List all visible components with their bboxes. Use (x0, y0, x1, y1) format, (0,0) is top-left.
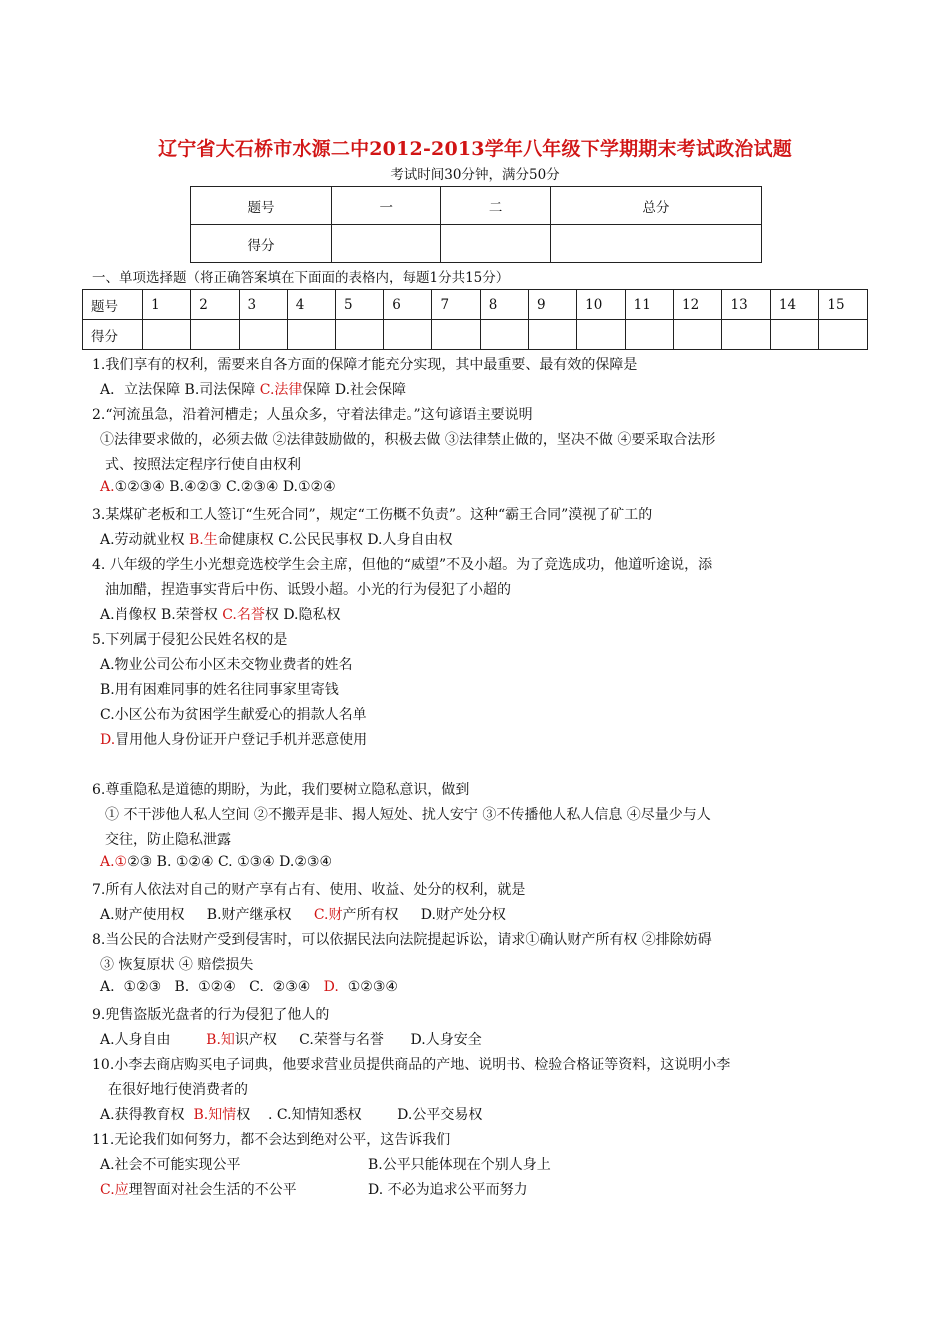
section-heading: 一、单项选择题（将正确答案填在下面面的表格内，每题1分共15分） (92, 270, 510, 286)
question-10-line: 在很好地行使消费者的 (108, 1082, 248, 1098)
question-9-options (100, 1029, 482, 1049)
answer-number: 13 (722, 290, 770, 320)
question-11-option-d: D. 不必为追求公平而努力 (368, 1182, 528, 1198)
option-text: A．立法保障 B.司法保障 (100, 382, 260, 398)
answer-cell[interactable] (287, 320, 335, 350)
option-text: 识产权 C.荣誉与名誉 D.人身安全 (234, 1032, 482, 1048)
answer-number: 8 (480, 290, 528, 320)
answer-mark: B.生 (189, 532, 218, 548)
answer-mark: D. (100, 732, 116, 748)
score-header-cell: 二 (441, 187, 550, 225)
option-text: ①②③④ (338, 979, 398, 995)
answer-mark: C.应 (100, 1182, 129, 1198)
question-2-options (100, 479, 336, 495)
answer-mark: C.法律 (259, 382, 303, 398)
score-cell[interactable] (550, 225, 761, 263)
question-4: 4. 八年级的学生小光想竞选校学生会主席，但他的“威望”不及小超。为了竞选成功，他道听途说，添 (92, 557, 713, 573)
answer-header-label: 题号 (83, 290, 143, 320)
answer-number: 1 (143, 290, 191, 320)
answer-number: 14 (770, 290, 818, 320)
option-text: A.财产使用权 B.财产继承权 (100, 907, 314, 923)
option-text: 理智面对社会生活的不公平 (128, 1182, 297, 1198)
option-text: A.劳动就业权 (100, 532, 190, 548)
score-table (190, 186, 762, 263)
question-11-option-c (100, 1179, 297, 1199)
option-text: 产所有权 D.财产处分权 (342, 907, 506, 923)
question-4-line: 油加醋，捏造事实背后中伤、诋毁小超。小光的行为侵犯了小超的 (105, 582, 511, 598)
table-row (83, 320, 868, 350)
question-7-options (100, 904, 506, 924)
question-5-option-c: C.小区公布为贫困学生献爱心的捐款人名单 (100, 707, 367, 723)
answer-number: 9 (528, 290, 576, 320)
question-6-options (100, 854, 332, 870)
answer-mark: A. (100, 479, 115, 495)
question-2-line: 式、按照法定程序行使自由权利 (105, 457, 301, 473)
answer-number: 3 (239, 290, 287, 320)
answer-cell[interactable] (674, 320, 722, 350)
question-4-options (100, 604, 341, 624)
option-text: A. ①②③ B. ①②④ C. ②③④ (100, 979, 324, 995)
option-text: 命健康权 C.公民民事权 D.人身自由权 (217, 532, 453, 548)
question-8: 8.当公民的合法财产受到侵害时，可以依据民法向法院提起诉讼，请求①确认财产所有权 ②排除妨碍 (92, 932, 712, 948)
option-text: 权 . C.知情知悉权 D.公平交易权 (236, 1107, 483, 1123)
score-row-label: 得分 (191, 225, 332, 263)
table-row (191, 225, 762, 263)
question-5-option-d (100, 729, 367, 749)
answer-cell[interactable] (432, 320, 480, 350)
answer-cell[interactable] (577, 320, 625, 350)
page-title: 辽宁省大石桥市水源二中2012-2013学年八年级下学期期末考试政治试题 (158, 138, 792, 160)
option-text: A.获得教育权 (100, 1107, 194, 1123)
question-7: 7.所有人依法对自己的财产享有占有、使用、收益、处分的权利，就是 (92, 882, 526, 898)
answer-number: 15 (819, 290, 868, 320)
answer-number: 6 (384, 290, 432, 320)
option-text: ②③ B. ①②④ C. ①③④ D.②③④ (127, 854, 333, 870)
question-8-line: ③ 恢复原状 ④ 赔偿损失 (100, 957, 254, 973)
question-3: 3.某煤矿老板和工人签订“生死合同”，规定“工伤概不负责”。这种“霸王合同”漠视了矿工的 (92, 507, 653, 523)
answer-number: 4 (287, 290, 335, 320)
question-2: 2.“河流虽急，沿着河槽走；人虽众多，守着法律走。”这句谚语主要说明 (92, 407, 533, 423)
answer-mark: C.名誉 (222, 607, 265, 623)
answer-number: 12 (674, 290, 722, 320)
question-8-options (100, 979, 398, 995)
question-5-option-b: B.用有困难同事的姓名往同事家里寄钱 (100, 682, 339, 698)
table-row (191, 187, 762, 225)
answer-table (82, 289, 868, 350)
answer-number: 11 (625, 290, 673, 320)
answer-mark: D. (323, 979, 339, 995)
exam-info: 考试时间30分钟，满分50分 (390, 167, 560, 183)
option-text: 冒用他人身份证开户登记手机并恶意使用 (115, 732, 368, 748)
option-text: ①②③④ B.④②③ C.②③④ D.①②④ (114, 479, 336, 495)
score-cell[interactable] (332, 225, 441, 263)
answer-mark: B.知 (206, 1032, 235, 1048)
question-1: 1.我们享有的权利，需要来自各方面的保障才能充分实现，其中最重要、最有效的保障是 (92, 357, 638, 373)
answer-mark: A.① (100, 854, 128, 870)
question-6-line: 交往，防止隐私泄露 (105, 832, 231, 848)
question-10-options (100, 1104, 482, 1124)
answer-row-label: 得分 (83, 320, 143, 350)
question-10: 10.小李去商店购买电子词典，他要求营业员提供商品的产地、说明书、检验合格证等资料，这说明小李 (92, 1057, 731, 1073)
table-row (83, 290, 868, 320)
question-5-option-a: A.物业公司公布小区未交物业费者的姓名 (100, 657, 353, 673)
answer-mark: B.知情 (193, 1107, 237, 1123)
answer-cell[interactable] (336, 320, 384, 350)
answer-number: 2 (191, 290, 239, 320)
answer-number: 7 (432, 290, 480, 320)
question-11-option-a: A.社会不可能实现公平 (100, 1157, 241, 1173)
score-header-cell: 一 (332, 187, 441, 225)
question-5: 5.下列属于侵犯公民姓名权的是 (92, 632, 288, 648)
question-3-options (100, 529, 453, 549)
answer-cell[interactable] (625, 320, 673, 350)
question-2-line: ①法律要求做的，必须去做 ②法律鼓励做的，积极去做 ③法律禁止做的，坚决不做 ④要采取合法形 (100, 432, 716, 448)
question-11: 11.无论我们如何努力，都不会达到绝对公平，这告诉我们 (92, 1132, 451, 1148)
answer-cell[interactable] (722, 320, 770, 350)
answer-cell[interactable] (528, 320, 576, 350)
score-cell[interactable] (441, 225, 550, 263)
answer-cell[interactable] (191, 320, 239, 350)
answer-number: 5 (336, 290, 384, 320)
answer-cell[interactable] (143, 320, 191, 350)
question-1-options (100, 379, 406, 399)
answer-mark: C.财 (313, 907, 343, 923)
answer-cell[interactable] (770, 320, 818, 350)
score-header-cell: 题号 (191, 187, 332, 225)
question-11-option-b: B.公平只能体现在个别人身上 (368, 1157, 551, 1173)
answer-cell[interactable] (819, 320, 868, 350)
option-text: 保障 D.社会保障 (302, 382, 407, 398)
option-text: 权 D.隐私权 (264, 607, 341, 623)
option-text: A.肖像权 B.荣誉权 (100, 607, 223, 623)
question-9: 9.兜售盗版光盘者的行为侵犯了他人的 (92, 1007, 330, 1023)
question-6: 6.尊重隐私是道德的期盼，为此，我们要树立隐私意识，做到 (92, 782, 470, 798)
option-text: A.人身自由 (100, 1032, 207, 1048)
question-6-line: ① 不干涉他人私人空间 ②不搬弄是非、揭人短处、扰人安宁 ③不传播他人私人信息 ④尽量少与人 (105, 807, 711, 823)
score-header-cell: 总分 (550, 187, 761, 225)
answer-cell[interactable] (384, 320, 432, 350)
answer-cell[interactable] (480, 320, 528, 350)
answer-cell[interactable] (239, 320, 287, 350)
answer-number: 10 (577, 290, 625, 320)
